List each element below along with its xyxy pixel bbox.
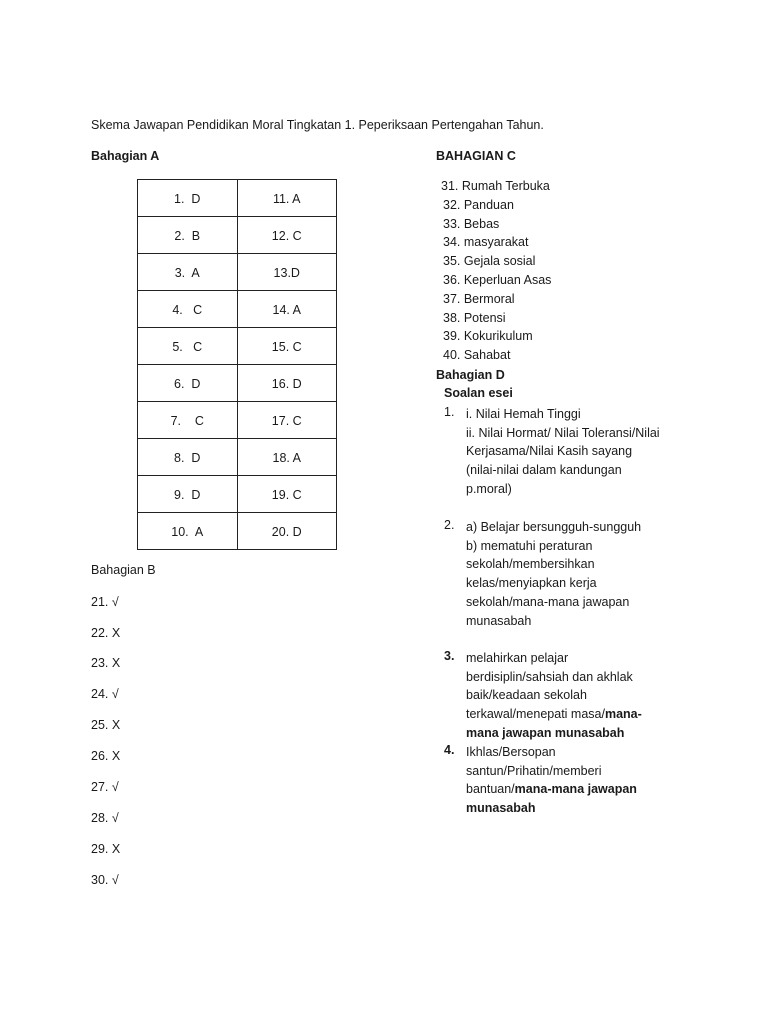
answer-cell-left: 4. C [138, 291, 238, 328]
section-b-item: 21. √ [91, 595, 119, 609]
q1-line: i. Nilai Hemah Tinggi [466, 407, 581, 421]
section-d-subheading: Soalan esei [444, 386, 513, 400]
q1-line: ii. Nilai Hormat/ Nilai Toleransi/Nilai [466, 425, 660, 440]
q2-answer [466, 518, 641, 630]
answer-cell-right: 13.D [237, 254, 337, 291]
section-c-item: 39. Kokurikulum [443, 329, 533, 344]
q3-line4-normal: terkawal/menepati masa/ [466, 707, 605, 722]
section-c-item: 34. masyarakat [443, 235, 529, 250]
answer-row [138, 291, 337, 328]
answer-row [138, 402, 337, 439]
answer-cell-left: 2. B [138, 217, 238, 254]
q3-line: berdisiplin/sahsiah dan akhlak [466, 669, 633, 684]
section-b-item: 28. √ [91, 811, 119, 825]
answer-row [138, 365, 337, 402]
q1-line: (nilai-nilai dalam kandungan [466, 463, 622, 478]
section-b-item: 26. X [91, 749, 121, 763]
answer-cell-left: 3. A [138, 254, 238, 291]
q3-line [466, 705, 642, 724]
answer-row [138, 476, 337, 513]
section-c-item: 38. Potensi [443, 310, 506, 325]
q2-line: sekolah/membersihkan [466, 557, 595, 572]
q4-line [466, 780, 637, 799]
section-c-item: 31. Rumah Terbuka [441, 179, 550, 193]
answer-cell-right: 12. C [237, 217, 337, 254]
section-a-heading: Bahagian A [91, 149, 160, 163]
q3-line4-bold: mana- [604, 707, 642, 722]
q3-number: 3. [444, 649, 455, 663]
answer-cell-right: 15. C [237, 328, 337, 365]
section-c-item: 32. Panduan [443, 197, 514, 212]
section-c-item: 40. Sahabat [443, 348, 511, 363]
answer-row [138, 328, 337, 365]
answer-cell-left: 1. D [138, 180, 238, 217]
answer-cell-right: 14. A [237, 291, 337, 328]
answer-cell-left: 6. D [138, 365, 238, 402]
q3-line: mana jawapan munasabah [466, 725, 625, 740]
q1-line: Kerjasama/Nilai Kasih sayang [466, 444, 633, 459]
q4-line3-bold: mana-mana jawapan [514, 782, 637, 797]
section-d-heading: Bahagian D [436, 368, 505, 382]
section-b-heading: Bahagian B [91, 563, 156, 577]
q4-line: munasabah [466, 801, 536, 816]
q4-line: santun/Prihatin/memberi [466, 763, 602, 778]
section-c-item: 36. Keperluan Asas [443, 273, 552, 287]
q2-line: sekolah/mana-mana jawapan [466, 594, 630, 609]
answer-cell-right: 18. A [237, 439, 337, 476]
section-b-item: 23. X [91, 656, 121, 670]
answer-cell-right: 11. A [237, 180, 337, 217]
section-b-item: 24. √ [91, 687, 119, 701]
answer-row [138, 254, 337, 291]
q2-line: b) mematuhi peraturan [466, 538, 593, 553]
q2-line: kelas/menyiapkan kerja [466, 576, 597, 591]
section-b-item: 22. X [91, 626, 121, 640]
q4-number: 4. [444, 743, 455, 757]
answer-cell-right: 19. C [237, 476, 337, 513]
q1-answer [466, 405, 660, 499]
answer-cell-right: 17. C [237, 402, 337, 439]
section-b-item: 27. √ [91, 780, 119, 794]
answer-cell-left: 8. D [138, 439, 238, 476]
section-b-item: 30. √ [91, 873, 119, 887]
q1-number: 1. [444, 405, 455, 419]
section-c-item: 33. Bebas [443, 216, 500, 231]
q4-line: Ikhlas/Bersopan [466, 745, 556, 759]
q4-answer [466, 743, 637, 818]
answer-cell-left: 9. D [138, 476, 238, 513]
q2-number: 2. [444, 518, 455, 532]
q4-line3-normal: bantuan/ [466, 782, 515, 797]
section-b-item: 25. X [91, 718, 121, 732]
q3-line: baik/keadaan sekolah [466, 688, 587, 703]
section-c-item: 35. Gejala sosial [443, 254, 536, 269]
answer-row [138, 217, 337, 254]
answer-row [138, 513, 337, 550]
q2-line: munasabah [466, 613, 532, 628]
section-b-item: 29. X [91, 842, 121, 856]
answer-cell-right: 16. D [237, 365, 337, 402]
section-c-heading: BAHAGIAN C [436, 149, 516, 163]
answer-cell-left: 7. C [138, 402, 238, 439]
section-c-item: 37. Bermoral [443, 291, 515, 306]
q3-line: melahirkan pelajar [466, 651, 569, 665]
q2-line: a) Belajar bersungguh-sungguh [466, 520, 642, 534]
answer-row [138, 180, 337, 217]
q1-line: p.moral) [466, 481, 512, 496]
answer-cell-left: 5. C [138, 328, 238, 365]
document-title: Skema Jawapan Pendidikan Moral Tingkatan 1. Peperiksaan Pertengahan Tahun. [91, 118, 544, 132]
answer-row [138, 439, 337, 476]
section-a-answer-table [137, 179, 337, 550]
answer-cell-right: 20. D [237, 513, 337, 550]
answer-cell-left: 10. A [138, 513, 238, 550]
q3-answer [466, 649, 642, 743]
